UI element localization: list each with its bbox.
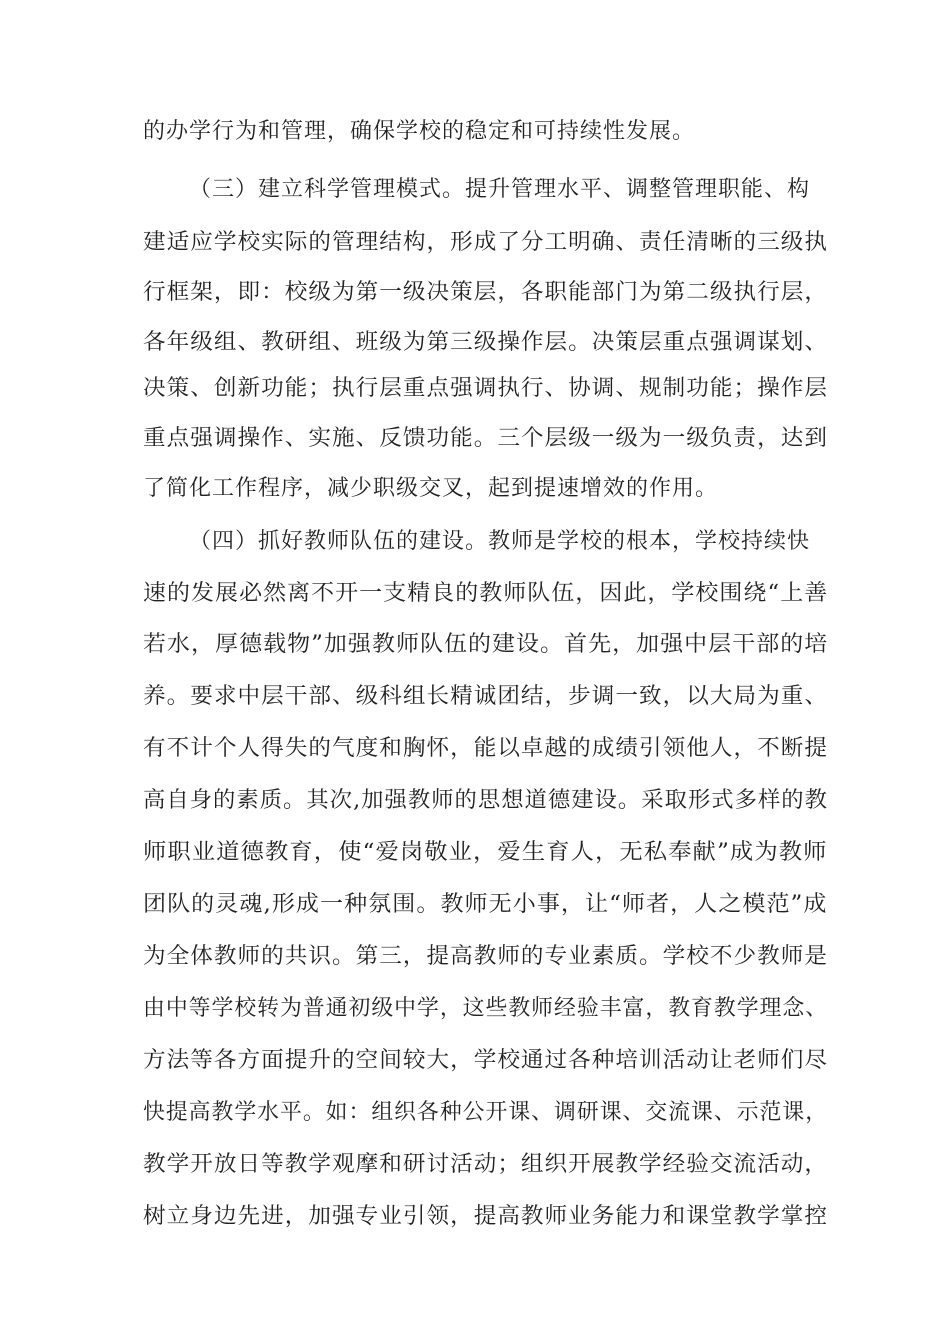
text-line: 各年级组、教研组、班级为第三级操作层。决策层重点强调谋划、 <box>143 330 829 355</box>
text-line: 行框架，即：校级为第一级决策层，各职能部门为第二级执行层， <box>143 280 829 305</box>
text-line: 快提高教学水平。如：组织各种公开课、调研课、交流课、示范课， <box>143 1100 829 1125</box>
text-line: 教学开放日等教学观摩和研讨活动；组织开展教学经验交流活动， <box>143 1152 829 1177</box>
text-line: （三）建立科学管理模式。提升管理水平、调整管理职能、构 <box>189 177 811 202</box>
text-line: 决策、创新功能；执行层重点强调执行、协调、规制功能；操作层 <box>143 376 829 401</box>
text-line: 速的发展必然离不开一支精良的教师队伍，因此，学校围绕“上善 <box>143 581 829 606</box>
text-line: （四）抓好教师队伍的建设。教师是学校的根本，学校持续快 <box>189 529 811 554</box>
text-line: 养。要求中层干部、级科组长精诚团结，步调一致，以大局为重、 <box>143 684 829 709</box>
text-line: 为全体教师的共识。第三，提高教师的专业素质。学校不少教师是 <box>143 944 829 969</box>
text-line: 高自身的素质。其次,加强教师的思想道德建设。采取形式多样的教 <box>143 788 828 813</box>
text-line: 树立身边先进，加强专业引领，提高教师业务能力和课堂教学掌控 <box>143 1204 829 1229</box>
text-line: 建适应学校实际的管理结构，形成了分工明确、责任清晰的三级执 <box>143 230 829 255</box>
text-line: 由中等学校转为普通初级中学，这些教师经验丰富，教育教学理念、 <box>143 996 829 1021</box>
text-line: 的办学行为和管理，确保学校的稳定和可持续性发展。 <box>143 119 696 144</box>
text-line: 师职业道德教育，使“爱岗敬业，爱生育人，无私奉献”成为教师 <box>143 840 828 865</box>
text-line: 方法等各方面提升的空间较大，学校通过各种培训活动让老师们尽 <box>143 1048 829 1073</box>
text-line: 重点强调操作、实施、反馈功能。三个层级一级为一级负责，达到 <box>143 426 829 451</box>
text-line: 团队的灵魂,形成一种氛围。教师无小事，让“师者，人之模范”成 <box>143 892 828 917</box>
text-line: 了简化工作程序，减少职级交叉，起到提速增效的作用。 <box>143 476 719 501</box>
text-line: 有不计个人得失的气度和胸怀，能以卓越的成绩引领他人，不断提 <box>143 736 829 761</box>
text-line: 若水，厚德载物”加强教师队伍的建设。首先，加强中层干部的培 <box>143 632 829 657</box>
